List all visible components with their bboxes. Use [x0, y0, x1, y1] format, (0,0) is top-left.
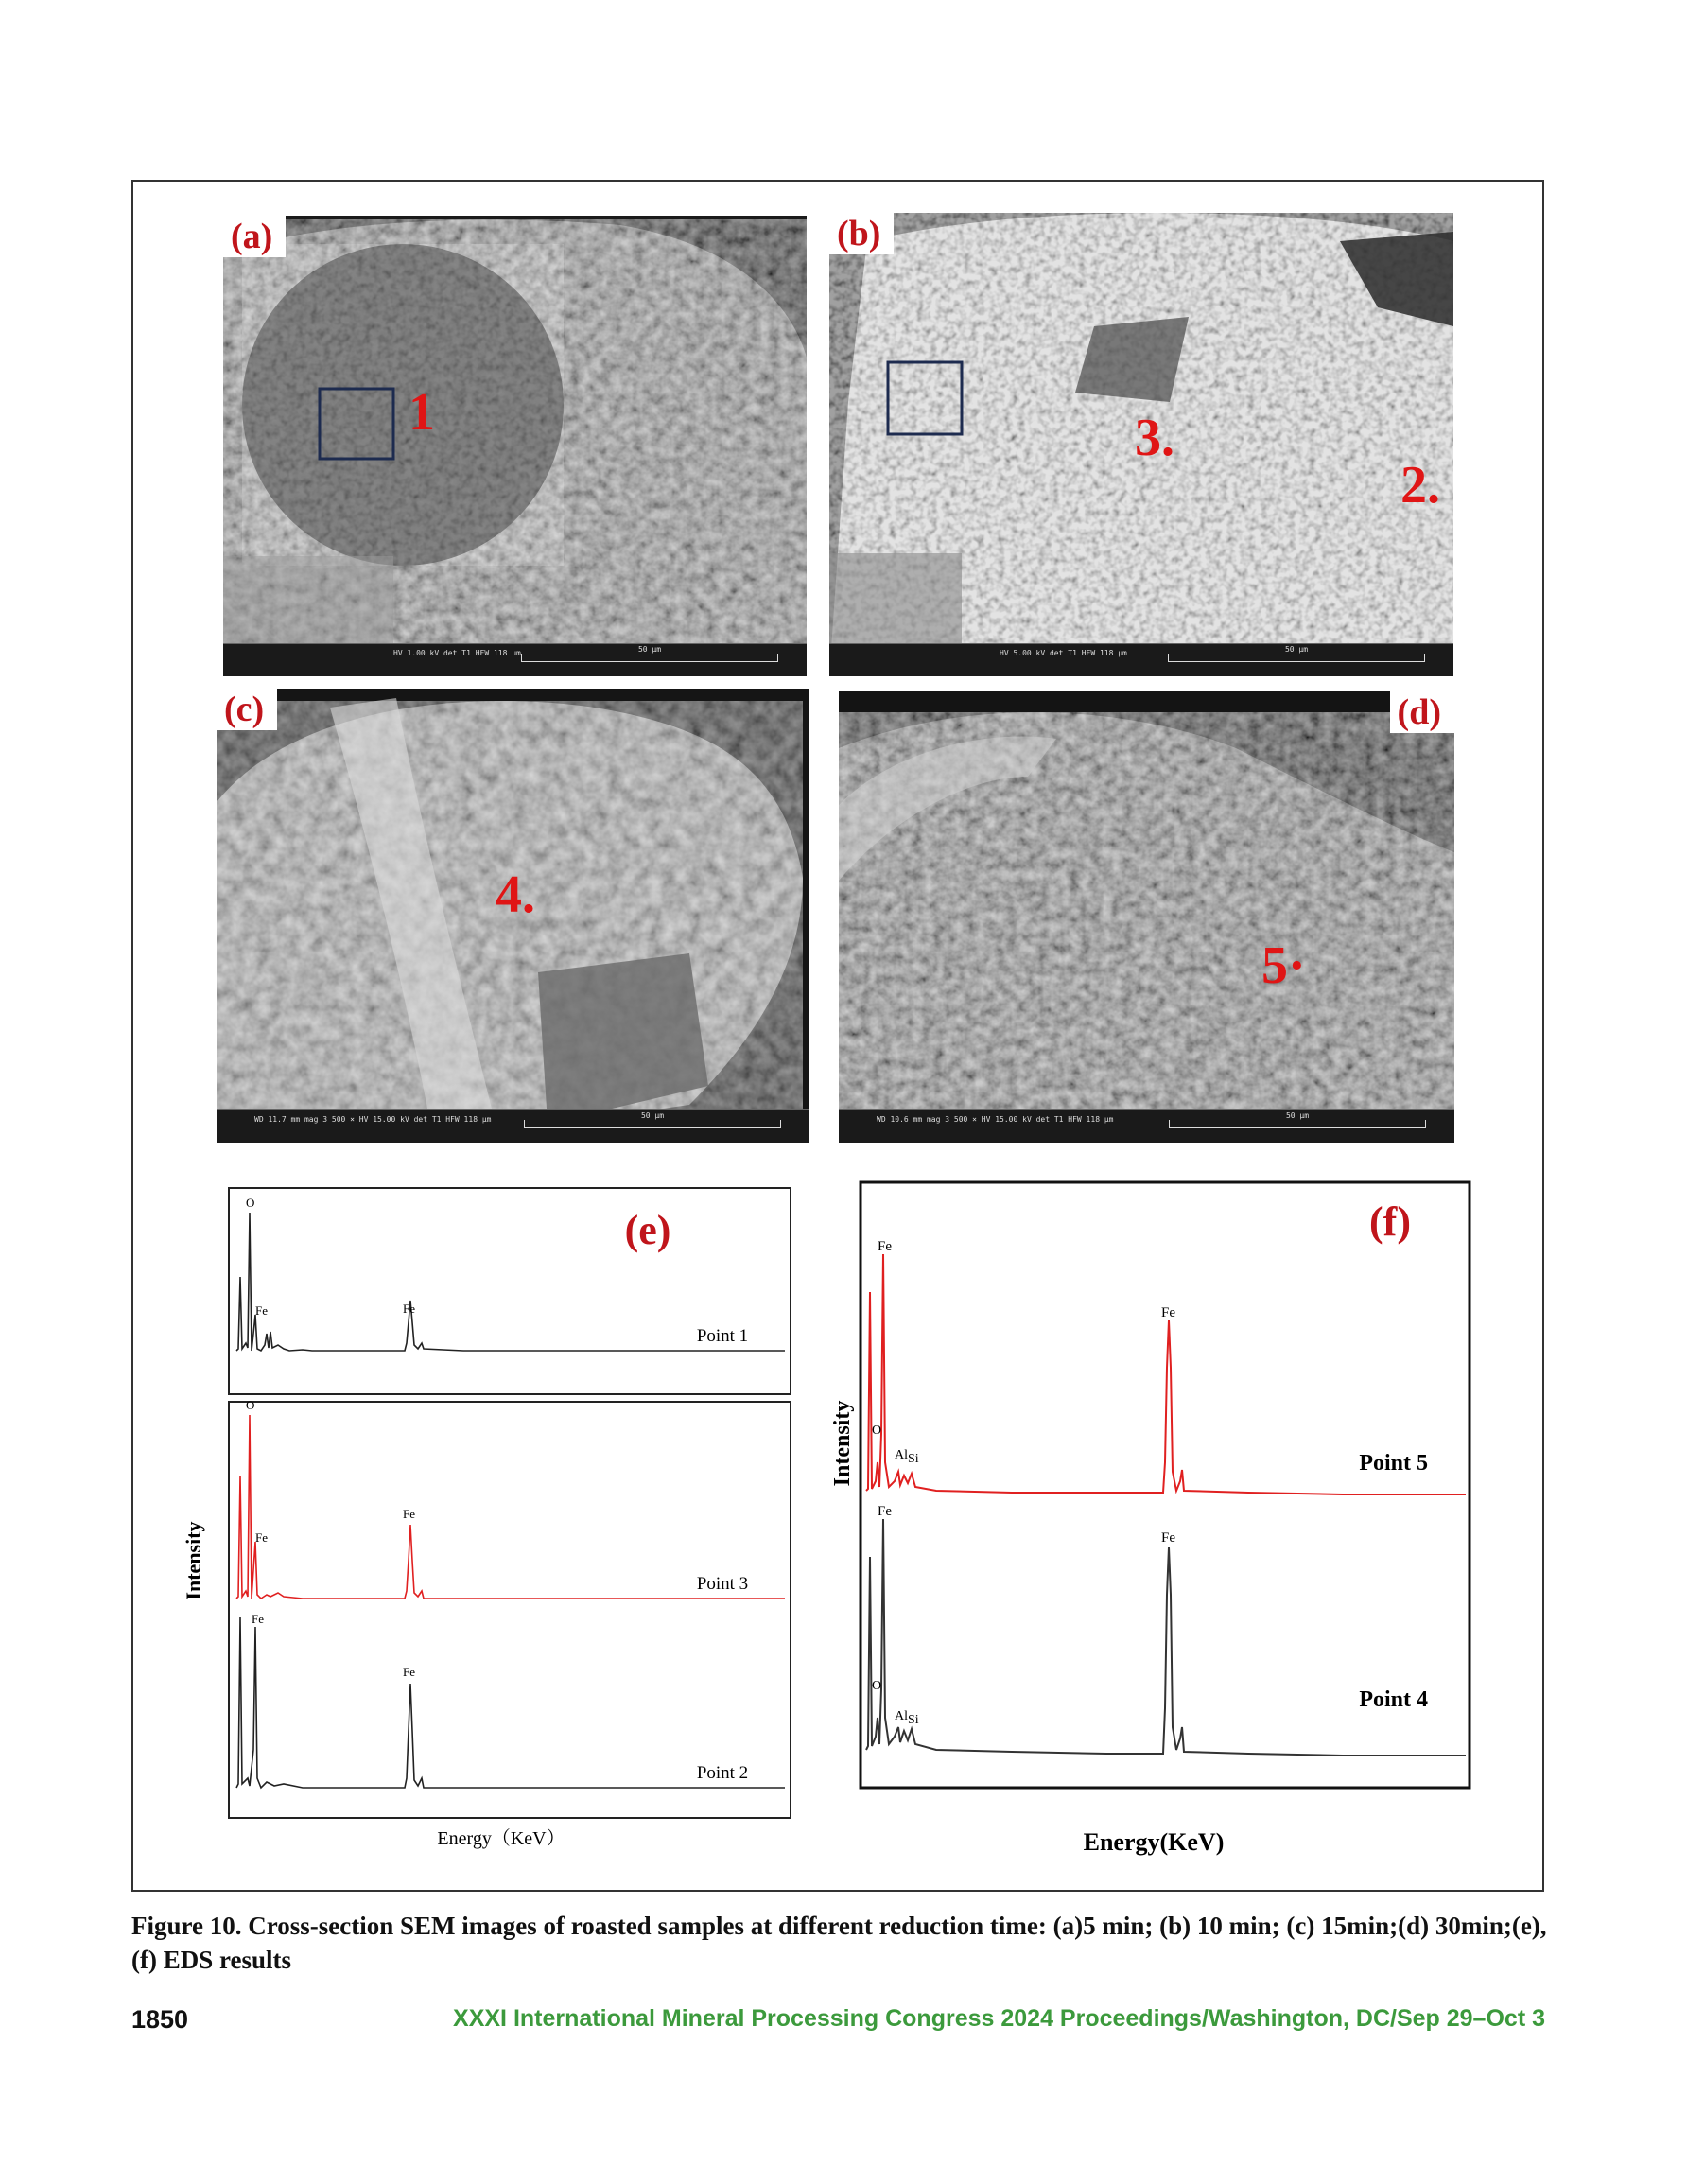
peak-e-p1-o: O: [246, 1196, 255, 1210]
peak-f-p4-fe1: Fe: [878, 1504, 892, 1519]
peak-f-p4-o: O: [872, 1679, 882, 1693]
eds-label-e: (e): [624, 1207, 671, 1253]
sem-info-bar-a: [223, 643, 807, 676]
eds-label-f: (f): [1369, 1198, 1411, 1245]
scale-bar-d: [1169, 1111, 1426, 1128]
eds-chart-e: [180, 1182, 804, 1863]
sem-panel-b: [829, 213, 1453, 676]
sem-image-d: [839, 691, 1454, 1143]
peak-e-p3-o: O: [246, 1398, 255, 1412]
scale-label-a: 50 μm: [637, 645, 662, 654]
point-label-5: 5·: [1261, 936, 1306, 995]
scale-bar-b: [1168, 645, 1425, 662]
scale-bar-c: [524, 1111, 781, 1128]
peak-f-p5-fe1: Fe: [878, 1239, 892, 1254]
peak-f-p5-si: Si: [908, 1452, 919, 1466]
point-label-1: 1: [409, 383, 435, 442]
peak-e-p2-fe2: Fe: [403, 1665, 415, 1679]
scale-label-c: 50 μm: [640, 1111, 665, 1120]
peak-e-p3-fe2: Fe: [403, 1507, 415, 1521]
peak-e-p1-fe2: Fe: [403, 1302, 415, 1316]
peak-e-p2-fe1: Fe: [252, 1612, 264, 1626]
sem-meta-c: WD 11.7 mm mag 3 500 × HV 15.00 kV det T1 HFW 118 μm: [254, 1115, 492, 1124]
scale-bar-a: [521, 645, 778, 662]
eds-f-x-axis: Energy(KeV): [1083, 1828, 1225, 1856]
point-label-3: 3.: [1135, 409, 1174, 467]
sem-panel-a: [223, 216, 807, 676]
peak-e-p3-fe1: Fe: [255, 1530, 268, 1545]
scale-label-b: 50 μm: [1284, 645, 1309, 654]
panel-label-b: (b): [829, 213, 894, 254]
peak-e-p1-fe1: Fe: [255, 1303, 268, 1318]
peak-f-p5-fe2: Fe: [1161, 1305, 1175, 1320]
point-label-2: 2.: [1400, 456, 1440, 515]
eds-panel-e: [180, 1182, 804, 1863]
sem-info-bar-c: [217, 1109, 809, 1143]
page-number: 1850: [131, 2005, 189, 2034]
sem-meta-d: WD 10.6 mm mag 3 500 × HV 15.00 kV det T1 HFW 118 μm: [877, 1115, 1114, 1124]
sem-meta-b: HV 5.00 kV det T1 HFW 118 μm: [1000, 649, 1127, 657]
sem-meta-a: HV 1.00 kV det T1 HFW 118 μm: [393, 649, 521, 657]
spectrum-point-2: [236, 1617, 785, 1788]
spectrum-name-point-4: Point 4: [1359, 1687, 1428, 1712]
spectrum-name-point-2: Point 2: [696, 1763, 749, 1783]
point-label-4: 4.: [496, 865, 535, 924]
eds-e-y-axis: Intensity: [182, 1521, 205, 1600]
scale-label-d: 50 μm: [1285, 1111, 1310, 1120]
eds-chart-f: [823, 1179, 1485, 1863]
peak-f-p4-fe2: Fe: [1161, 1530, 1175, 1546]
peak-f-p5-o: O: [872, 1424, 882, 1438]
eds-e-x-axis: Energy（KeV）: [437, 1828, 565, 1849]
eds-f-y-axis: Intensity: [830, 1400, 855, 1487]
spectrum-point-3: [236, 1415, 785, 1599]
panel-label-d: (d): [1390, 691, 1454, 733]
eds-panel-f: [823, 1179, 1485, 1863]
spectrum-name-point-3: Point 3: [696, 1574, 749, 1594]
peak-f-p4-si: Si: [908, 1713, 919, 1727]
spectrum-name-point-1: Point 1: [696, 1326, 749, 1346]
spectrum-name-point-5: Point 5: [1359, 1451, 1428, 1476]
sem-panel-d: [839, 691, 1454, 1143]
figure-caption: Figure 10. Cross-section SEM images of roasted samples at different reduction time: (a)5 min; (b) 10 min; (c) 15min;(d) 30min;(e), (f) EDS results: [131, 1912, 1547, 1974]
peak-f-p4-al: Al: [895, 1709, 908, 1723]
sem-image-a: [223, 216, 807, 676]
sem-panel-c: [217, 689, 809, 1143]
running-footer: XXXI International Mineral Processing Congress 2024 Proceedings/Washington, DC/Sep 29–Oct 3: [453, 2005, 1545, 2032]
sem-info-bar-d: [839, 1109, 1454, 1143]
sem-info-bar-b: [829, 643, 1453, 676]
panel-label-c: (c): [217, 689, 277, 730]
peak-f-p5-al: Al: [895, 1448, 908, 1462]
panel-label-a: (a): [223, 216, 286, 257]
spectrum-point-4: [866, 1519, 1466, 1756]
